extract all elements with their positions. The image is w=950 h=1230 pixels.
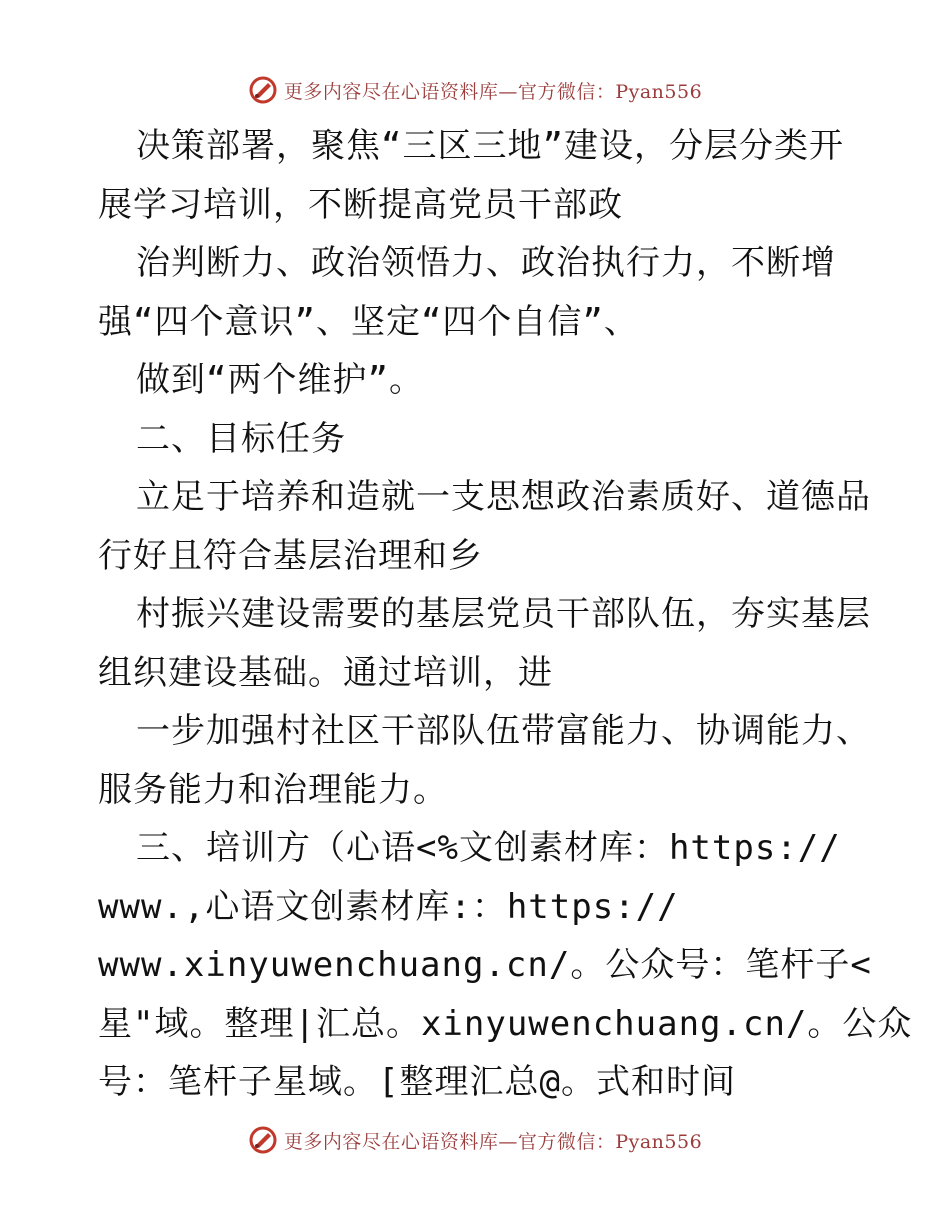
paragraph-line: 治判断力、政治领悟力、政治执行力，不断增 [136, 243, 836, 283]
document-body [98, 117, 913, 1112]
paragraph-line: 立足于培养和造就一支思想政治素质好、道德品 [136, 477, 871, 517]
paragraph-line: 强“四个意识”、坚定“四个自信”、 [98, 301, 639, 342]
section-heading: 三、培训方（心语<%文创素材库：https:// [136, 828, 841, 868]
brand-logo-icon [248, 75, 278, 105]
paragraph-line: www.,心语文创素材库:：https:// [98, 886, 679, 927]
paragraph-line: 村振兴建设需要的基层党员干部队伍，夯实基层 [136, 594, 871, 634]
paragraph-line: www.xinyuwenchuang.cn/。公众号：笔杆子< [98, 945, 872, 985]
paragraph-line: 星"域。整理|汇总。xinyuwenchuang.cn/。公众 [98, 1003, 913, 1044]
paragraph-line: 决策部署，聚焦“三区三地”建设，分层分类开 [136, 126, 844, 166]
footer-watermark-text: 更多内容尽在心语资料库—官方微信：Pyan556 [283, 1130, 703, 1153]
header-watermark-text: 更多内容尽在心语资料库—官方微信：Pyan556 [283, 80, 703, 103]
paragraph-line: 组织建设基础。通过培训，进 [98, 652, 553, 693]
paragraph-line: 服务能力和治理能力。 [98, 769, 448, 810]
brand-logo-icon [248, 1125, 278, 1155]
paragraph-line: 展学习培训，不断提高党员干部政 [98, 184, 623, 225]
section-heading: 二、目标任务 [136, 418, 346, 459]
paragraph-line: 一步加强村社区干部队伍带富能力、协调能力、 [136, 711, 871, 751]
header-watermark-banner [0, 70, 950, 110]
paragraph-line: 行好且符合基层治理和乡 [98, 535, 483, 576]
paragraph-line: 号：笔杆子星域。[整理汇总@。式和时间 [98, 1062, 736, 1102]
footer-watermark-banner [0, 1120, 950, 1160]
paragraph-line: 做到“两个维护”。 [136, 360, 424, 400]
